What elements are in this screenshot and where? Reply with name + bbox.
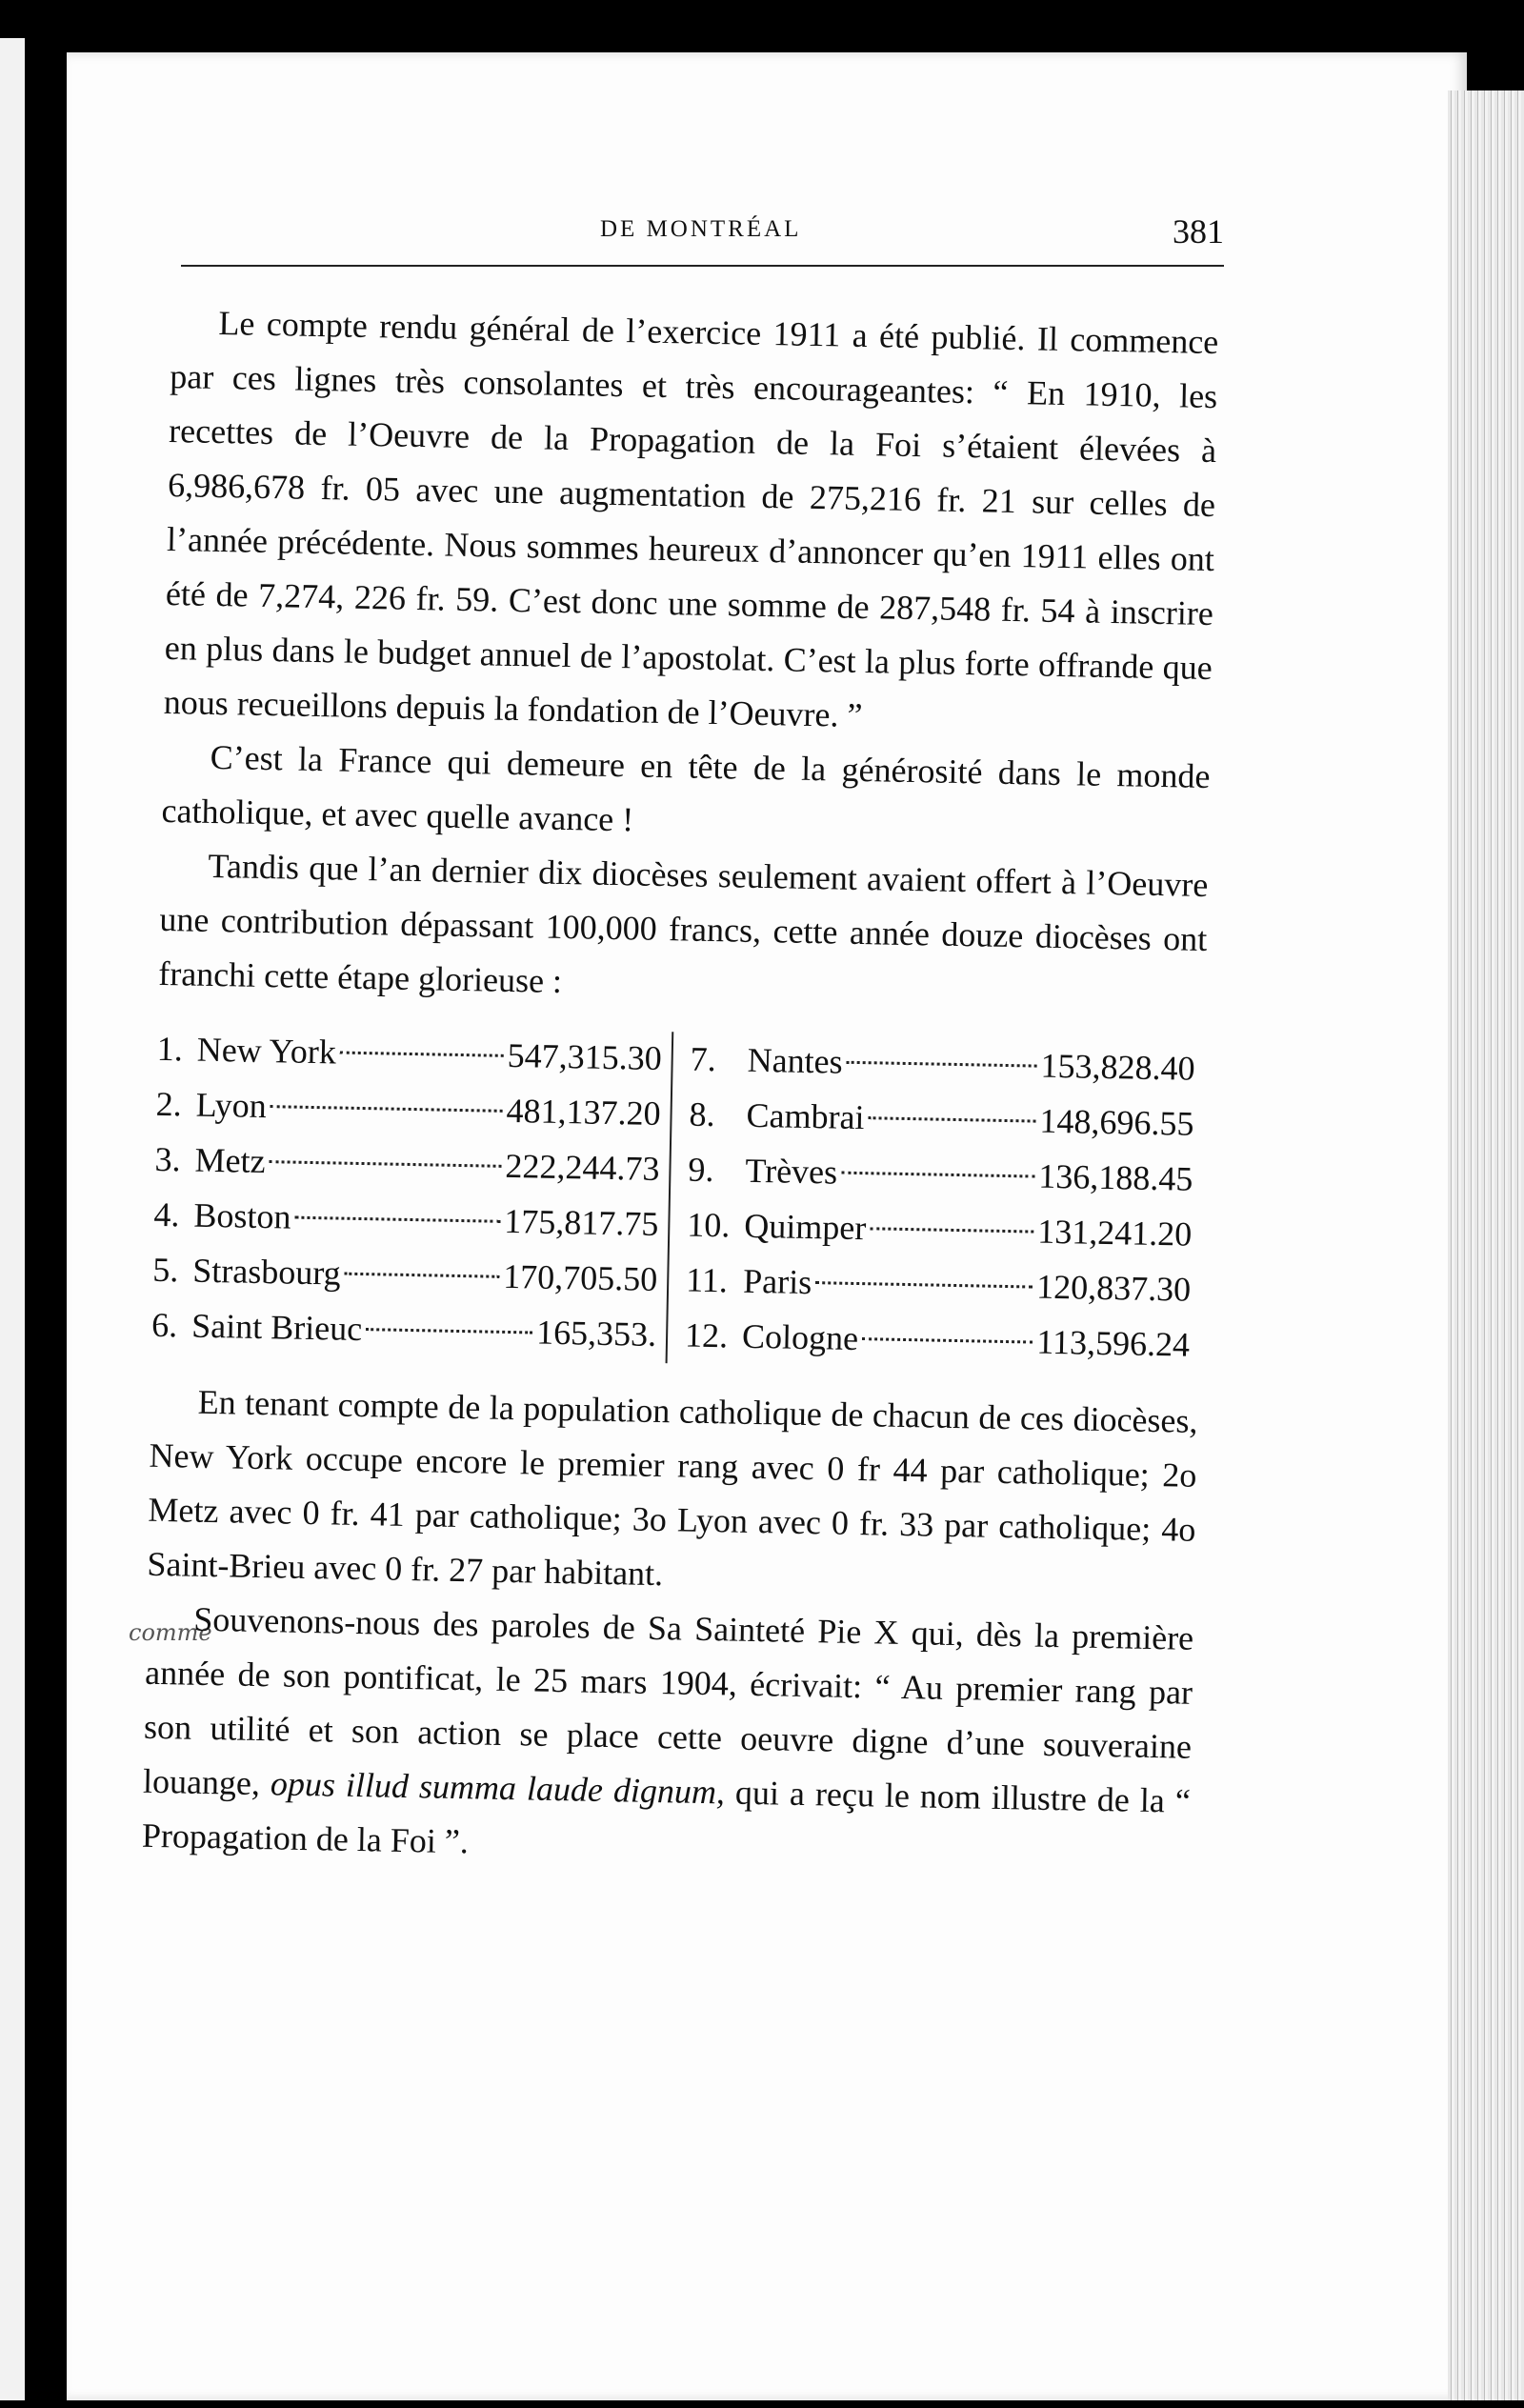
- diocese-row: [155, 1077, 661, 1142]
- leader-dots: [271, 1105, 503, 1113]
- diocese-amount: 131,241.20: [1036, 1212, 1193, 1254]
- diocese-row: [687, 1198, 1193, 1263]
- leader-dots: [815, 1281, 1033, 1288]
- diocese-amount: 222,244.73: [505, 1146, 660, 1189]
- rank: 8.: [689, 1094, 715, 1134]
- diocese-amount: 148,696.55: [1039, 1101, 1194, 1143]
- leader-dots: [841, 1172, 1034, 1178]
- leader-dots: [340, 1052, 504, 1057]
- page-stack-edges: [1448, 90, 1524, 2400]
- page-number: 381: [1173, 212, 1224, 251]
- diocese-amount: 153,828.40: [1040, 1046, 1195, 1088]
- diocese-row: [154, 1133, 660, 1197]
- rank: 12.: [684, 1315, 729, 1355]
- diocese-row: [689, 1088, 1194, 1153]
- diocese-amount: 481,137.20: [506, 1091, 661, 1134]
- paragraph-report: Le compte rendu général de l’exercice 1911 a été publié. Il commence par ces lignes très consolantes et très encourageantes: “ En 1910, les recettes de l’Oeuvre de la Propagation de la Foi s’étaient élevées à 6,986,678 fr. 05 avec une augmentation de 275,216 fr. 21 sur celles de l’année précédente. Nous sommes heureux d’annoncer qu’en 1911 elles ont été de 7,274, 226 fr. 59. C’est donc une somme de 287,548 fr. 54 à inscrire en plus dans le budget annuel de l’apostolat. C’est la plus forte offrande que nous recueillons depuis la fondation de l’Oeuvre. ”: [163, 303, 1219, 735]
- quote-text-start: Souvenons-nous des paroles de Sa Sainteté Pie X qui, dès la première année de son pontificat, le 25 mars 1904, écrivait: “ Au premier rang par son utilité et son action se place cette oeuvre digne d’une souveraine louange,: [142, 1599, 1194, 1803]
- diocese-amount: 175,817.75: [504, 1201, 659, 1243]
- diocese-row: [690, 1033, 1195, 1097]
- diocese-amount: 120,837.30: [1035, 1267, 1192, 1309]
- paragraph-dioceses: Tandis que l’an dernier dix diocèses seulement avaient offert à l’Oeuvre une contribution dépassant 100,000 francs, cette année douze diocèses ont franchi cette étape glorieuse :: [157, 846, 1209, 1001]
- diocese-row: [153, 1188, 659, 1253]
- running-head: DE MONTRÉAL: [600, 216, 802, 242]
- latin-phrase: opus illud summa laude dignum,: [270, 1764, 726, 1812]
- paragraph-france: C’est la France qui demeure en tête de la générosité dans le monde catholique, et avec quelle avance !: [161, 737, 1211, 839]
- rank: 1.: [156, 1029, 184, 1069]
- diocese-row: [156, 1022, 662, 1087]
- diocese-amount: 547,315.30: [507, 1035, 663, 1078]
- leader-dots: [870, 1227, 1033, 1233]
- dioceses-column-right: [666, 1032, 1196, 1373]
- rank: 6.: [150, 1305, 178, 1345]
- dioceses-table: [151, 1022, 1205, 1374]
- leader-dots: [269, 1160, 501, 1168]
- rank: 9.: [688, 1150, 714, 1190]
- rank: 11.: [685, 1260, 729, 1300]
- diocese-row: [151, 1298, 657, 1363]
- diocese-row: [152, 1243, 658, 1308]
- diocese-row: [685, 1309, 1191, 1374]
- rank: 7.: [690, 1039, 717, 1079]
- diocese-row: [686, 1254, 1192, 1318]
- rank: 3.: [154, 1139, 181, 1179]
- page-body: [141, 295, 1218, 1883]
- quote-text-end: qui a reçu le nom illustre de la “ Propagation de la Foi ”.: [141, 1773, 1192, 1861]
- diocese-name: Boston: [193, 1195, 291, 1236]
- diocese-amount: 136,188.45: [1038, 1156, 1193, 1198]
- leader-dots: [294, 1216, 500, 1223]
- diocese-name: Paris: [742, 1261, 812, 1302]
- dioceses-column-left: [151, 1022, 663, 1363]
- leader-dots: [868, 1116, 1035, 1122]
- leader-dots: [345, 1273, 500, 1278]
- header-rule: [181, 265, 1224, 267]
- diocese-name: Metz: [194, 1140, 266, 1181]
- leader-dots: [366, 1328, 532, 1334]
- diocese-amount: 113,596.24: [1036, 1322, 1191, 1364]
- diocese-name: Cologne: [741, 1316, 859, 1358]
- adjacent-page-edge: [0, 38, 25, 2400]
- rank: 4.: [153, 1194, 180, 1234]
- rank: 2.: [155, 1084, 183, 1124]
- leader-dots: [862, 1337, 1033, 1343]
- diocese-name: New York: [196, 1030, 337, 1072]
- diocese-name: Saint Brieuc: [190, 1306, 363, 1349]
- diocese-name: Trèves: [745, 1151, 838, 1192]
- diocese-name: Cambrai: [746, 1095, 865, 1137]
- diocese-name: Lyon: [195, 1085, 268, 1126]
- diocese-row: [688, 1143, 1193, 1208]
- leader-dots: [847, 1061, 1037, 1068]
- diocese-amount: 170,705.50: [502, 1256, 658, 1298]
- diocese-amount: 165,353.: [535, 1313, 657, 1354]
- rank: 5.: [151, 1250, 179, 1290]
- diocese-name: Nantes: [747, 1040, 844, 1081]
- rank: 10.: [686, 1205, 731, 1245]
- paragraph-pius-x: [141, 1592, 1193, 1883]
- handwritten-margin-note: comme: [129, 1619, 212, 1646]
- diocese-name: Quimper: [743, 1206, 867, 1248]
- page-header: [181, 200, 1224, 286]
- paragraph-population: En tenant compte de la population catholique de chacun de ces diocèses, New York occupe encore le premier rang avec 0 fr 44 par catholique; 2o Metz avec 0 fr. 41 par catholique; 3o Lyon avec 0 fr. 33 par catholique; 4o Saint-Brieu avec 0 fr. 27 par habitant.: [147, 1382, 1198, 1594]
- diocese-name: Strasbourg: [191, 1251, 342, 1293]
